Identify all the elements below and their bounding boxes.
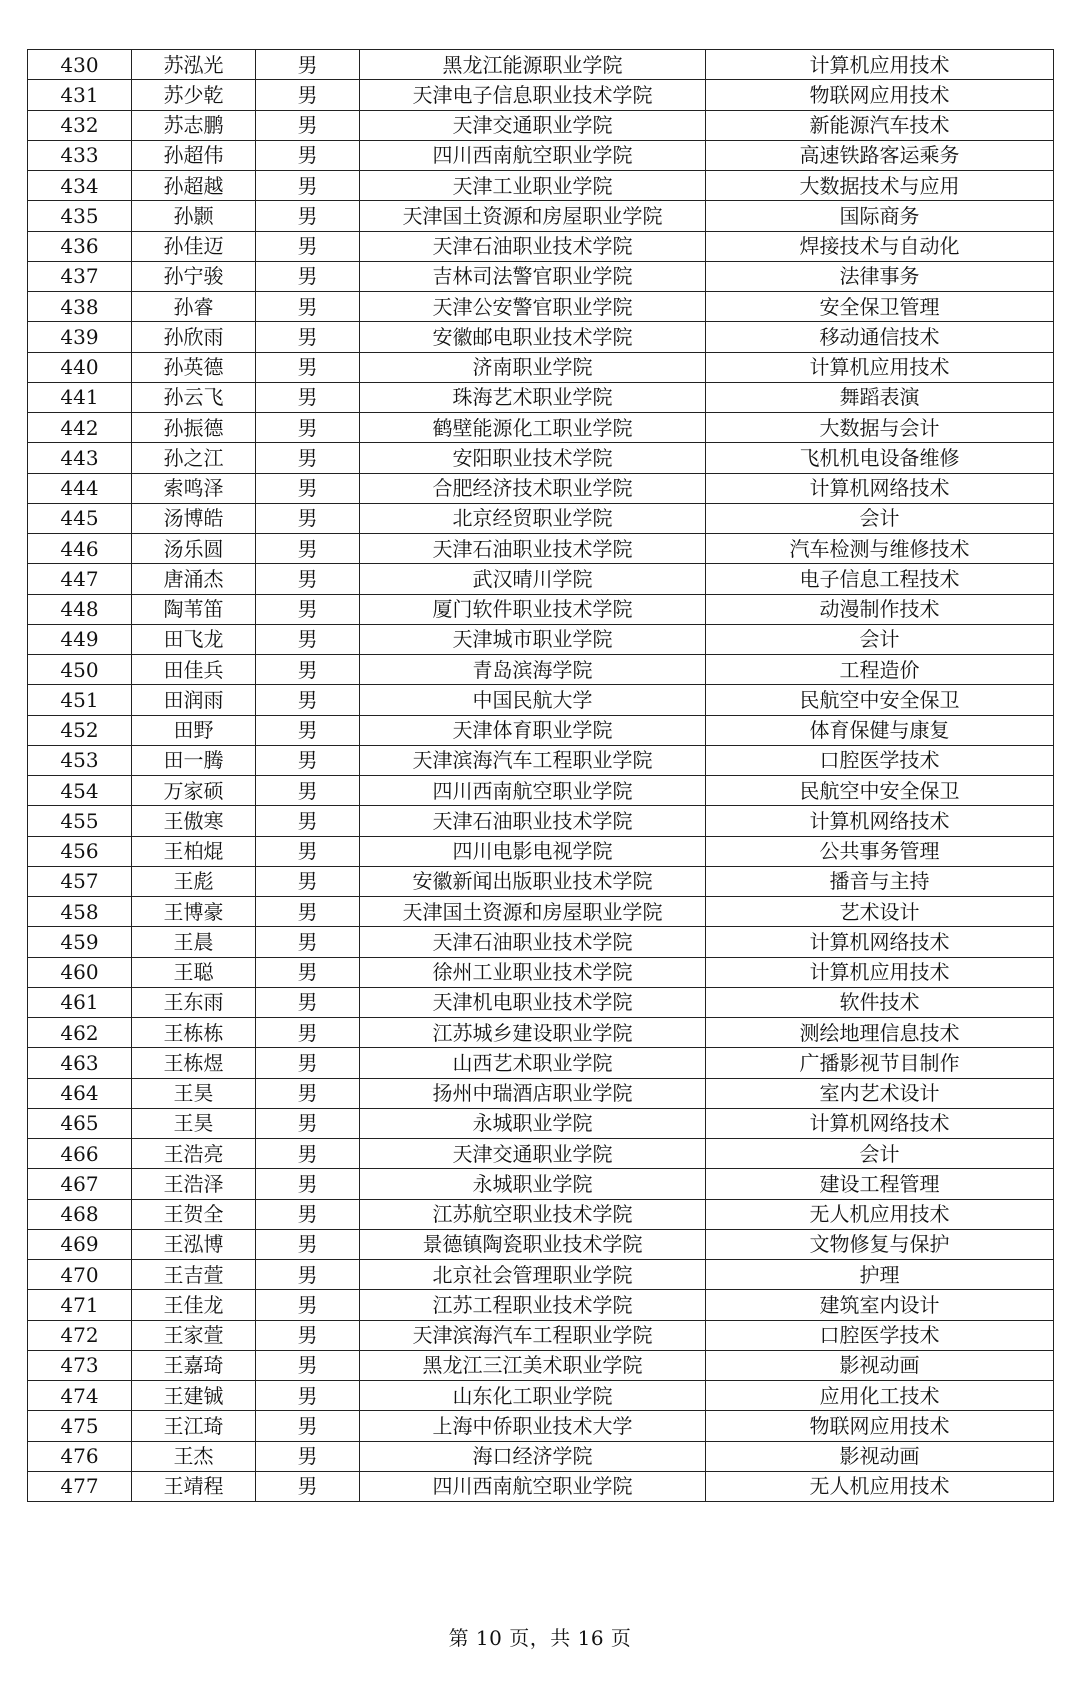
row-number-cell: 445 (28, 503, 132, 533)
major-cell: 播音与主持 (706, 866, 1054, 896)
major-cell: 计算机应用技术 (706, 352, 1054, 382)
table-row (28, 1290, 1054, 1320)
table-row (28, 534, 1054, 564)
table-row (28, 1199, 1054, 1229)
table-row (28, 50, 1054, 80)
row-number-cell: 448 (28, 594, 132, 624)
gender-cell: 男 (256, 715, 360, 745)
name-cell: 孙英德 (132, 352, 256, 382)
major-cell: 飞机机电设备维修 (706, 443, 1054, 473)
school-cell: 天津交通职业学院 (360, 1139, 706, 1169)
major-cell: 计算机应用技术 (706, 50, 1054, 80)
name-cell: 孙振德 (132, 413, 256, 443)
gender-cell: 男 (256, 413, 360, 443)
major-cell: 无人机应用技术 (706, 1199, 1054, 1229)
school-cell: 吉林司法警官职业学院 (360, 261, 706, 291)
row-number-cell: 451 (28, 685, 132, 715)
major-cell: 软件技术 (706, 987, 1054, 1017)
major-cell: 会计 (706, 1139, 1054, 1169)
name-cell: 孙欣雨 (132, 322, 256, 352)
table-row (28, 685, 1054, 715)
school-cell: 天津电子信息职业技术学院 (360, 80, 706, 110)
gender-cell: 男 (256, 443, 360, 473)
name-cell: 苏志鹏 (132, 110, 256, 140)
table-row (28, 1320, 1054, 1350)
row-number-cell: 459 (28, 927, 132, 957)
school-cell: 天津机电职业技术学院 (360, 987, 706, 1017)
row-number-cell: 470 (28, 1260, 132, 1290)
school-cell: 江苏城乡建设职业学院 (360, 1018, 706, 1048)
table-row (28, 171, 1054, 201)
major-cell: 工程造价 (706, 655, 1054, 685)
gender-cell: 男 (256, 1018, 360, 1048)
row-number-cell: 471 (28, 1290, 132, 1320)
school-cell: 安徽邮电职业技术学院 (360, 322, 706, 352)
row-number-cell: 457 (28, 866, 132, 896)
name-cell: 王佳龙 (132, 1290, 256, 1320)
gender-cell: 男 (256, 594, 360, 624)
name-cell: 孙超伟 (132, 140, 256, 170)
major-cell: 艺术设计 (706, 897, 1054, 927)
school-cell: 江苏工程职业技术学院 (360, 1290, 706, 1320)
gender-cell: 男 (256, 927, 360, 957)
row-number-cell: 446 (28, 534, 132, 564)
row-number-cell: 456 (28, 836, 132, 866)
table-row (28, 443, 1054, 473)
major-cell: 舞蹈表演 (706, 382, 1054, 412)
gender-cell: 男 (256, 1229, 360, 1259)
major-cell: 公共事务管理 (706, 836, 1054, 866)
name-cell: 王浩亮 (132, 1139, 256, 1169)
table-row (28, 806, 1054, 836)
school-cell: 珠海艺术职业学院 (360, 382, 706, 412)
name-cell: 索鸣泽 (132, 473, 256, 503)
school-cell: 安徽新闻出版职业技术学院 (360, 866, 706, 896)
major-cell: 室内艺术设计 (706, 1078, 1054, 1108)
name-cell: 苏少乾 (132, 80, 256, 110)
major-cell: 民航空中安全保卫 (706, 685, 1054, 715)
name-cell: 田一腾 (132, 745, 256, 775)
gender-cell: 男 (256, 987, 360, 1017)
name-cell: 王傲寒 (132, 806, 256, 836)
major-cell: 大数据技术与应用 (706, 171, 1054, 201)
major-cell: 口腔医学技术 (706, 1320, 1054, 1350)
name-cell: 王建铖 (132, 1381, 256, 1411)
major-cell: 广播影视节目制作 (706, 1048, 1054, 1078)
row-number-cell: 476 (28, 1441, 132, 1471)
name-cell: 陶苇笛 (132, 594, 256, 624)
name-cell: 孙睿 (132, 292, 256, 322)
table-row (28, 715, 1054, 745)
table-row (28, 382, 1054, 412)
row-number-cell: 462 (28, 1018, 132, 1048)
school-cell: 江苏航空职业技术学院 (360, 1199, 706, 1229)
table-row (28, 1229, 1054, 1259)
school-cell: 天津体育职业学院 (360, 715, 706, 745)
row-number-cell: 453 (28, 745, 132, 775)
major-cell: 计算机网络技术 (706, 473, 1054, 503)
row-number-cell: 458 (28, 897, 132, 927)
major-cell: 无人机应用技术 (706, 1471, 1054, 1501)
table-row (28, 231, 1054, 261)
name-cell: 王东雨 (132, 987, 256, 1017)
school-cell: 天津滨海汽车工程职业学院 (360, 1320, 706, 1350)
gender-cell: 男 (256, 897, 360, 927)
school-cell: 永城职业学院 (360, 1169, 706, 1199)
table-row (28, 1078, 1054, 1108)
row-number-cell: 477 (28, 1471, 132, 1501)
gender-cell: 男 (256, 322, 360, 352)
major-cell: 移动通信技术 (706, 322, 1054, 352)
school-cell: 中国民航大学 (360, 685, 706, 715)
school-cell: 黑龙江三江美术职业学院 (360, 1350, 706, 1380)
school-cell: 四川西南航空职业学院 (360, 776, 706, 806)
row-number-cell: 465 (28, 1108, 132, 1138)
major-cell: 测绘地理信息技术 (706, 1018, 1054, 1048)
major-cell: 民航空中安全保卫 (706, 776, 1054, 806)
table-row (28, 1169, 1054, 1199)
major-cell: 口腔医学技术 (706, 745, 1054, 775)
school-cell: 天津石油职业技术学院 (360, 534, 706, 564)
major-cell: 动漫制作技术 (706, 594, 1054, 624)
table-row (28, 261, 1054, 291)
name-cell: 王江琦 (132, 1411, 256, 1441)
table-row (28, 776, 1054, 806)
row-number-cell: 454 (28, 776, 132, 806)
school-cell: 天津国土资源和房屋职业学院 (360, 201, 706, 231)
name-cell: 王泓博 (132, 1229, 256, 1259)
name-cell: 孙云飞 (132, 382, 256, 412)
row-number-cell: 432 (28, 110, 132, 140)
gender-cell: 男 (256, 1441, 360, 1471)
roster-table (27, 49, 1054, 1502)
row-number-cell: 452 (28, 715, 132, 745)
table-row (28, 1441, 1054, 1471)
school-cell: 上海中侨职业技术大学 (360, 1411, 706, 1441)
school-cell: 黑龙江能源职业学院 (360, 50, 706, 80)
name-cell: 孙颢 (132, 201, 256, 231)
gender-cell: 男 (256, 745, 360, 775)
major-cell: 电子信息工程技术 (706, 564, 1054, 594)
school-cell: 天津国土资源和房屋职业学院 (360, 897, 706, 927)
gender-cell: 男 (256, 1320, 360, 1350)
school-cell: 合肥经济技术职业学院 (360, 473, 706, 503)
row-number-cell: 474 (28, 1381, 132, 1411)
name-cell: 苏泓光 (132, 50, 256, 80)
gender-cell: 男 (256, 382, 360, 412)
name-cell: 孙之江 (132, 443, 256, 473)
row-number-cell: 472 (28, 1320, 132, 1350)
major-cell: 影视动画 (706, 1350, 1054, 1380)
major-cell: 建设工程管理 (706, 1169, 1054, 1199)
name-cell: 王彪 (132, 866, 256, 896)
row-number-cell: 444 (28, 473, 132, 503)
gender-cell: 男 (256, 171, 360, 201)
gender-cell: 男 (256, 776, 360, 806)
row-number-cell: 475 (28, 1411, 132, 1441)
row-number-cell: 466 (28, 1139, 132, 1169)
row-number-cell: 443 (28, 443, 132, 473)
school-cell: 北京经贸职业学院 (360, 503, 706, 533)
table-row (28, 836, 1054, 866)
name-cell: 王聪 (132, 957, 256, 987)
gender-cell: 男 (256, 503, 360, 533)
major-cell: 高速铁路客运乘务 (706, 140, 1054, 170)
school-cell: 北京社会管理职业学院 (360, 1260, 706, 1290)
table-row (28, 413, 1054, 443)
school-cell: 永城职业学院 (360, 1108, 706, 1138)
school-cell: 景德镇陶瓷职业技术学院 (360, 1229, 706, 1259)
row-number-cell: 450 (28, 655, 132, 685)
roster-table-body (28, 50, 1054, 1502)
major-cell: 影视动画 (706, 1441, 1054, 1471)
major-cell: 计算机网络技术 (706, 927, 1054, 957)
table-row (28, 80, 1054, 110)
row-number-cell: 460 (28, 957, 132, 987)
gender-cell: 男 (256, 1411, 360, 1441)
table-row (28, 1471, 1054, 1501)
row-number-cell: 439 (28, 322, 132, 352)
gender-cell: 男 (256, 140, 360, 170)
row-number-cell: 436 (28, 231, 132, 261)
page-footer: 第 10 页，共 16 页 (448, 1626, 632, 1650)
school-cell: 厦门软件职业技术学院 (360, 594, 706, 624)
row-number-cell: 440 (28, 352, 132, 382)
name-cell: 汤乐圆 (132, 534, 256, 564)
gender-cell: 男 (256, 292, 360, 322)
name-cell: 王栋煜 (132, 1048, 256, 1078)
school-cell: 天津交通职业学院 (360, 110, 706, 140)
name-cell: 唐涌杰 (132, 564, 256, 594)
name-cell: 王浩泽 (132, 1169, 256, 1199)
school-cell: 海口经济学院 (360, 1441, 706, 1471)
school-cell: 安阳职业技术学院 (360, 443, 706, 473)
name-cell: 王贺全 (132, 1199, 256, 1229)
name-cell: 孙佳迈 (132, 231, 256, 261)
gender-cell: 男 (256, 1350, 360, 1380)
major-cell: 物联网应用技术 (706, 80, 1054, 110)
name-cell: 王博豪 (132, 897, 256, 927)
school-cell: 山东化工职业学院 (360, 1381, 706, 1411)
name-cell: 王靖程 (132, 1471, 256, 1501)
gender-cell: 男 (256, 50, 360, 80)
gender-cell: 男 (256, 1290, 360, 1320)
major-cell: 计算机网络技术 (706, 806, 1054, 836)
gender-cell: 男 (256, 534, 360, 564)
row-number-cell: 437 (28, 261, 132, 291)
table-row (28, 624, 1054, 654)
row-number-cell: 463 (28, 1048, 132, 1078)
row-number-cell: 468 (28, 1199, 132, 1229)
major-cell: 应用化工技术 (706, 1381, 1054, 1411)
table-row (28, 1260, 1054, 1290)
table-row (28, 987, 1054, 1017)
name-cell: 王吉萱 (132, 1260, 256, 1290)
gender-cell: 男 (256, 655, 360, 685)
name-cell: 王昊 (132, 1108, 256, 1138)
name-cell: 万家硕 (132, 776, 256, 806)
school-cell: 山西艺术职业学院 (360, 1048, 706, 1078)
table-row (28, 503, 1054, 533)
gender-cell: 男 (256, 1260, 360, 1290)
gender-cell: 男 (256, 80, 360, 110)
school-cell: 青岛滨海学院 (360, 655, 706, 685)
major-cell: 焊接技术与自动化 (706, 231, 1054, 261)
major-cell: 汽车检测与维修技术 (706, 534, 1054, 564)
name-cell: 田佳兵 (132, 655, 256, 685)
gender-cell: 男 (256, 110, 360, 140)
name-cell: 王晨 (132, 927, 256, 957)
name-cell: 汤博皓 (132, 503, 256, 533)
school-cell: 天津城市职业学院 (360, 624, 706, 654)
row-number-cell: 464 (28, 1078, 132, 1108)
school-cell: 天津石油职业技术学院 (360, 806, 706, 836)
table-row (28, 897, 1054, 927)
school-cell: 天津石油职业技术学院 (360, 231, 706, 261)
table-row (28, 292, 1054, 322)
gender-cell: 男 (256, 836, 360, 866)
gender-cell: 男 (256, 806, 360, 836)
gender-cell: 男 (256, 1108, 360, 1138)
name-cell: 田飞龙 (132, 624, 256, 654)
row-number-cell: 469 (28, 1229, 132, 1259)
table-row (28, 322, 1054, 352)
major-cell: 建筑室内设计 (706, 1290, 1054, 1320)
gender-cell: 男 (256, 957, 360, 987)
row-number-cell: 430 (28, 50, 132, 80)
gender-cell: 男 (256, 866, 360, 896)
gender-cell: 男 (256, 1078, 360, 1108)
gender-cell: 男 (256, 685, 360, 715)
major-cell: 计算机网络技术 (706, 1108, 1054, 1138)
gender-cell: 男 (256, 261, 360, 291)
school-cell: 武汉晴川学院 (360, 564, 706, 594)
school-cell: 四川电影电视学院 (360, 836, 706, 866)
row-number-cell: 473 (28, 1350, 132, 1380)
row-number-cell: 441 (28, 382, 132, 412)
table-row (28, 140, 1054, 170)
table-row (28, 564, 1054, 594)
major-cell: 安全保卫管理 (706, 292, 1054, 322)
gender-cell: 男 (256, 201, 360, 231)
name-cell: 王杰 (132, 1441, 256, 1471)
name-cell: 田野 (132, 715, 256, 745)
school-cell: 天津滨海汽车工程职业学院 (360, 745, 706, 775)
gender-cell: 男 (256, 1199, 360, 1229)
name-cell: 孙超越 (132, 171, 256, 201)
table-row (28, 594, 1054, 624)
row-number-cell: 434 (28, 171, 132, 201)
gender-cell: 男 (256, 1169, 360, 1199)
row-number-cell: 442 (28, 413, 132, 443)
major-cell: 新能源汽车技术 (706, 110, 1054, 140)
school-cell: 四川西南航空职业学院 (360, 1471, 706, 1501)
row-number-cell: 435 (28, 201, 132, 231)
major-cell: 物联网应用技术 (706, 1411, 1054, 1441)
row-number-cell: 438 (28, 292, 132, 322)
major-cell: 护理 (706, 1260, 1054, 1290)
major-cell: 会计 (706, 624, 1054, 654)
major-cell: 计算机应用技术 (706, 957, 1054, 987)
school-cell: 济南职业学院 (360, 352, 706, 382)
table-row (28, 110, 1054, 140)
major-cell: 体育保健与康复 (706, 715, 1054, 745)
school-cell: 扬州中瑞酒店职业学院 (360, 1078, 706, 1108)
table-row (28, 866, 1054, 896)
table-row (28, 1108, 1054, 1138)
major-cell: 法律事务 (706, 261, 1054, 291)
table-row (28, 927, 1054, 957)
table-row (28, 352, 1054, 382)
gender-cell: 男 (256, 473, 360, 503)
table-row (28, 1048, 1054, 1078)
table-row (28, 1411, 1054, 1441)
name-cell: 王柏焜 (132, 836, 256, 866)
table-row (28, 473, 1054, 503)
name-cell: 王昊 (132, 1078, 256, 1108)
gender-cell: 男 (256, 352, 360, 382)
row-number-cell: 455 (28, 806, 132, 836)
gender-cell: 男 (256, 1139, 360, 1169)
table-row (28, 1350, 1054, 1380)
school-cell: 徐州工业职业技术学院 (360, 957, 706, 987)
table-row (28, 201, 1054, 231)
row-number-cell: 461 (28, 987, 132, 1017)
school-cell: 四川西南航空职业学院 (360, 140, 706, 170)
gender-cell: 男 (256, 624, 360, 654)
row-number-cell: 447 (28, 564, 132, 594)
name-cell: 王家萱 (132, 1320, 256, 1350)
table-row (28, 745, 1054, 775)
gender-cell: 男 (256, 1471, 360, 1501)
major-cell: 大数据与会计 (706, 413, 1054, 443)
row-number-cell: 449 (28, 624, 132, 654)
table-row (28, 957, 1054, 987)
major-cell: 文物修复与保护 (706, 1229, 1054, 1259)
major-cell: 会计 (706, 503, 1054, 533)
gender-cell: 男 (256, 1381, 360, 1411)
table-row (28, 1018, 1054, 1048)
table-row (28, 1381, 1054, 1411)
gender-cell: 男 (256, 564, 360, 594)
table-row (28, 1139, 1054, 1169)
name-cell: 王栋栋 (132, 1018, 256, 1048)
row-number-cell: 467 (28, 1169, 132, 1199)
name-cell: 孙宁骏 (132, 261, 256, 291)
row-number-cell: 433 (28, 140, 132, 170)
school-cell: 鹤壁能源化工职业学院 (360, 413, 706, 443)
major-cell: 国际商务 (706, 201, 1054, 231)
school-cell: 天津石油职业技术学院 (360, 927, 706, 957)
gender-cell: 男 (256, 231, 360, 261)
gender-cell: 男 (256, 1048, 360, 1078)
school-cell: 天津工业职业学院 (360, 171, 706, 201)
table-row (28, 655, 1054, 685)
name-cell: 田润雨 (132, 685, 256, 715)
row-number-cell: 431 (28, 80, 132, 110)
name-cell: 王嘉琦 (132, 1350, 256, 1380)
school-cell: 天津公安警官职业学院 (360, 292, 706, 322)
